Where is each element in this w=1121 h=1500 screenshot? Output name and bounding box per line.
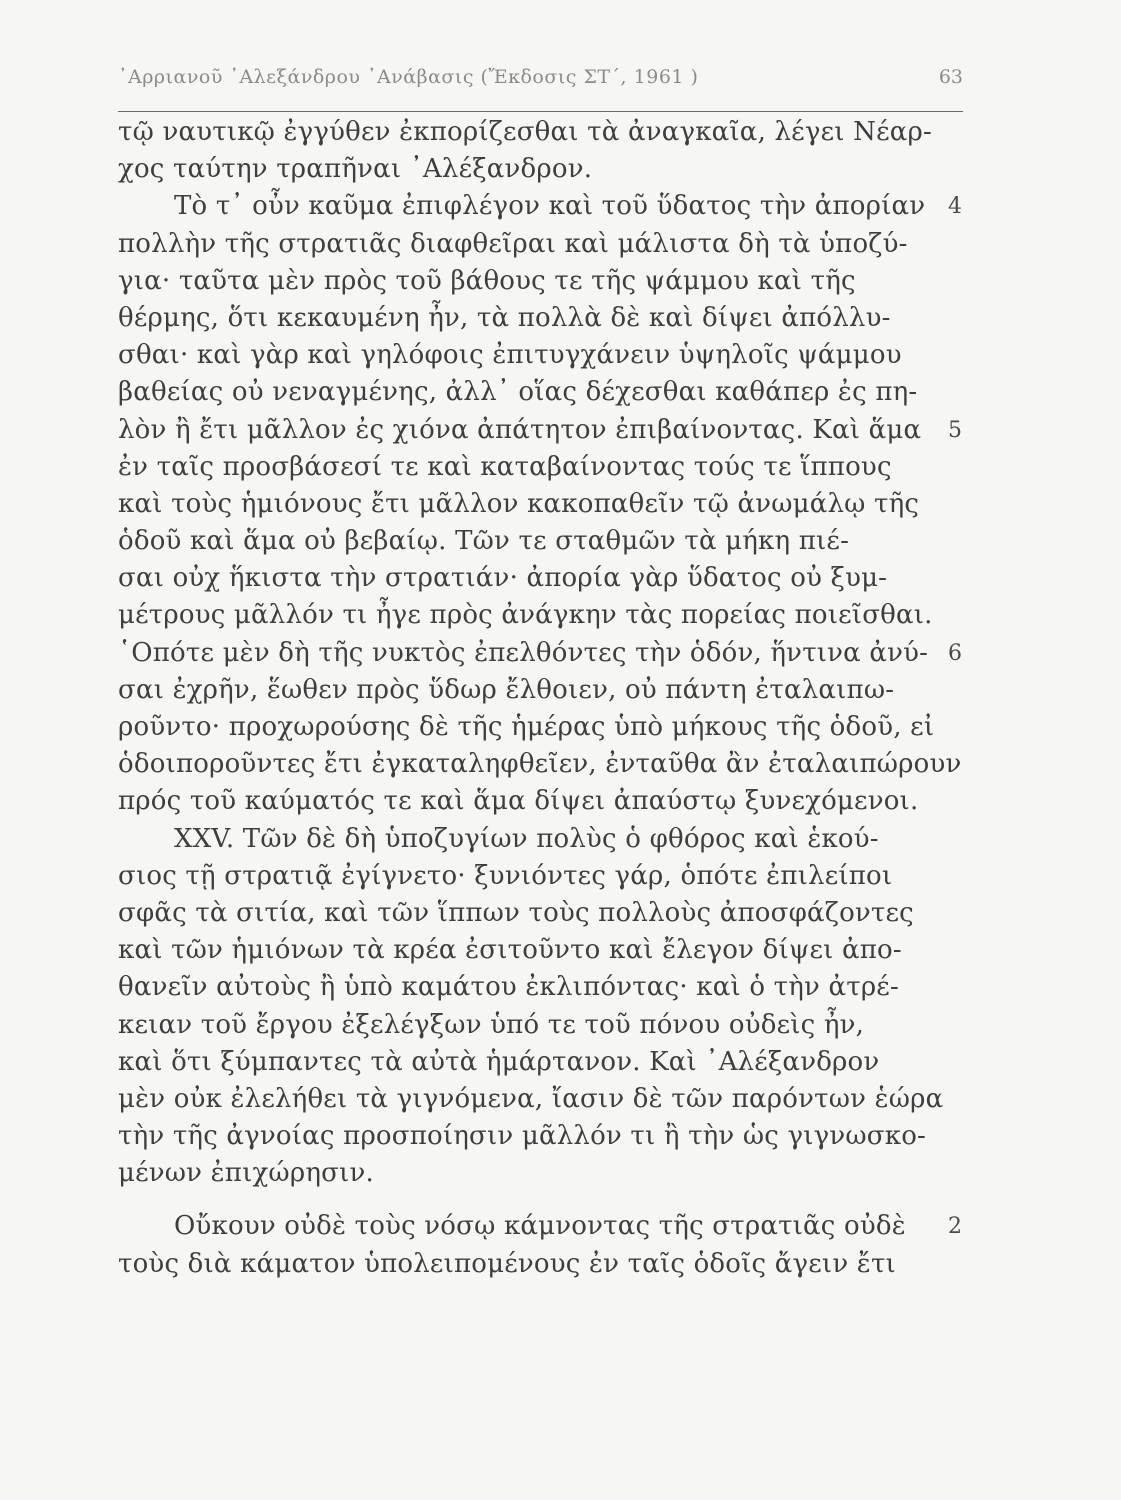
text-line: για· ταῦτα μὲν πρὸς τοῦ βάθους τε τῆς ψάμμου καὶ τῆς [118, 265, 856, 296]
text-line: καὶ τοὺς ἡμιόνους ἔτι μᾶλλον κακοπαθεῖν τῷ ἀνωμάλῳ τῆς [118, 488, 920, 519]
text-line: ἐν ταῖς προσβάσεσί τε καὶ καταβαίνοντας τούς τε ἵππους [118, 451, 892, 482]
text-line: καὶ τῶν ἡμιόνων τὰ κρέα ἐσιτοῦντο καὶ ἔλεγον δίψει ἀπο- [118, 935, 902, 966]
text-line: τὴν τῆς ἀγνοίας προσποίησιν μᾶλλόν τι ἢ τὴν ὡς γιγνωσκο- [118, 1121, 927, 1152]
text-line: σφᾶς τὰ σιτία, καὶ τῶν ἵππων τοὺς πολλοὺς ἀποσφάζοντες [118, 897, 914, 928]
text-line: τοὺς διὰ κάματον ὑπολειπομένους ἐν ταῖς ὁδοῖς ἄγειν ἔτι [118, 1248, 896, 1279]
running-title: ᾿Αρριανοῦ ᾿Αλεξάνδρου ᾿Ανάβασις (Ἔκδοσις ΣΤ΄, 1961 ) [118, 66, 699, 88]
chapter-number: XXV. Τῶν δὲ δὴ ὑποζυγίων πολὺς ὁ φθόρος καὶ ἑκού- [174, 823, 879, 854]
text-line: Τὸ τ᾿ οὖν καῦμα ἐπιφλέγον καὶ τοῦ ὕδατος τὴν ἀπορίαν 4 [118, 188, 963, 225]
text-line [118, 821, 963, 858]
text-line: μὲν οὐκ ἐλελήθει τὰ γιγνόμενα, ἴασιν δὲ τῶν παρόντων ἑώρα [118, 1083, 944, 1114]
text-line: σιος τῇ στρατιᾷ ἐγίγνετο· ξυνιόντες γάρ, ὁπότε ἐπιλείποι [118, 860, 893, 891]
text-line: πολλὴν τῆς στρατιᾶς διαφθεῖραι καὶ μάλιστα δὴ τὰ ὑποζύ- [118, 228, 908, 259]
running-header [118, 66, 963, 102]
section-number: 6 [948, 640, 963, 666]
text-line: λὸν ἢ ἔτι μᾶλλον ἐς χιόνα ἀπάτητον ἐπιβαίνοντας. Καὶ ἅμα 5 [118, 412, 963, 449]
text-line: βαθείας οὐ νεναγμένης, ἀλλ᾿ οἵας δέχεσθαι καθάπερ ἐς πη- [118, 377, 918, 408]
section-number: 4 [948, 194, 963, 220]
header-rule [118, 111, 963, 112]
text-line: σθαι· καὶ γὰρ καὶ γηλόφοις ἐπιτυγχάνειν ὑψηλοῖς ψάμμου [118, 340, 902, 371]
section-number: 5 [948, 417, 963, 443]
text-line: κειαν τοῦ ἔργου ἐξελέγξων ὑπό τε τοῦ πόνου οὐδεὶς ἦν, [118, 1009, 865, 1040]
section-number: 2 [948, 1214, 963, 1240]
text-line: ῾Οπότε μὲν δὴ τῆς νυκτὸς ἐπελθόντες τὴν ὁδόν, ἥντινα ἀνύ- 6 [118, 635, 963, 672]
body-text [118, 114, 963, 1283]
text-line: θέρμης, ὅτι κεκαυμένη ἦν, τὰ πολλὰ δὲ καὶ δίψει ἀπόλλυ- [118, 302, 891, 333]
text-line: χος ταύτην τραπῆναι ᾿Αλέξανδρον. [118, 154, 593, 185]
text-line: τῷ ναυτικῷ ἐγγύθεν ἐκπορίζεσθαι τὰ ἀναγκαῖα, λέγει Νέαρ- [118, 117, 932, 147]
text-line: καὶ ὅτι ξύμπαντες τὰ αὐτὰ ἡμάρτανον. Καὶ ᾿Αλέξανδρον [118, 1046, 880, 1077]
text-line: ὁδοιποροῦντες ἔτι ἐγκαταληφθεῖεν, ἐνταῦθα ἂν ἐταλαιπώρουν [118, 749, 962, 780]
text-line: μένων ἐπιχώρησιν. [118, 1158, 374, 1189]
text-line: μέτρους μᾶλλόν τι ἦγε πρὸς ἀνάγκην τὰς πορείας ποιεῖσθαι. [118, 600, 933, 631]
text-line: Οὔκουν οὐδὲ τοὺς νόσῳ κάμνοντας τῆς στρατιᾶς οὐδὲ 2 [118, 1208, 963, 1245]
page-number: 63 [938, 66, 963, 88]
text-line: θανεῖν αὐτοὺς ἢ ὑπὸ καμάτου ἐκλιπόντας· καὶ ὁ τὴν ἀτρέ- [118, 972, 899, 1003]
text-line: πρός τοῦ καύματός τε καὶ ἅμα δίψει ἀπαύστῳ ξυνεχόμενοι. [118, 786, 919, 817]
text-line: σαι οὐχ ἥκιστα τὴν στρατιάν· ἀπορία γὰρ ὕδατος οὐ ξυμ- [118, 563, 888, 594]
text-line: ροῦντο· προχωρούσης δὲ τῆς ἡμέρας ὑπὸ μήκους τῆς ὁδοῦ, εἰ [118, 712, 935, 742]
text-line: σαι ἐχρῆν, ἕωθεν πρὸς ὕδωρ ἔλθοιεν, οὐ πάντη ἐταλαιπω- [118, 674, 895, 705]
text-line: ὁδοῦ καὶ ἅμα οὐ βεβαίῳ. Τῶν τε σταθμῶν τὰ μήκη πιέ- [118, 526, 850, 557]
